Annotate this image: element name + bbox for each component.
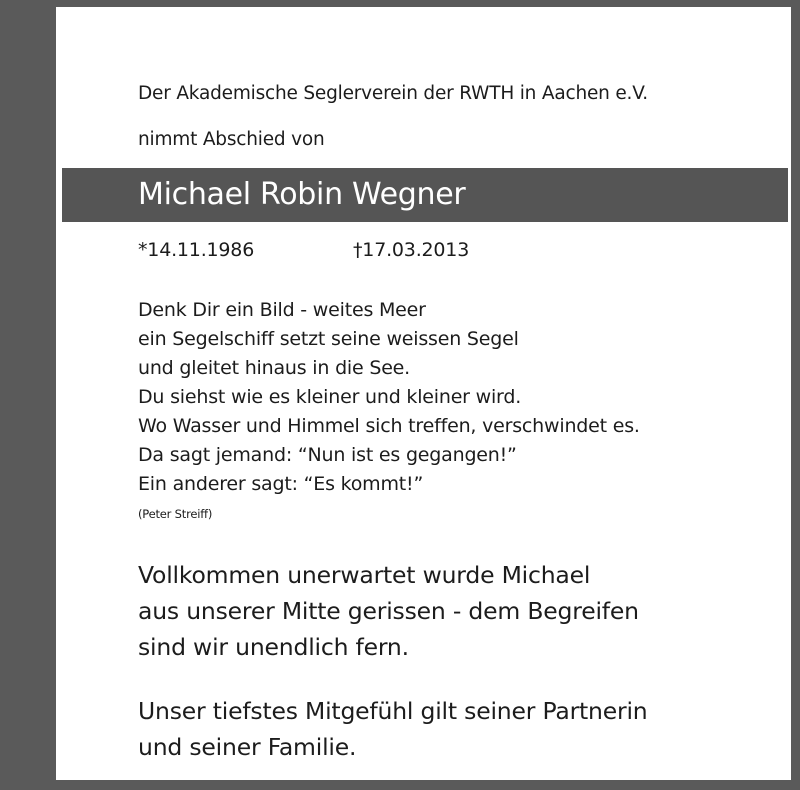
birth-date: *14.11.1986 bbox=[138, 239, 255, 261]
paragraph-line: sind wir unendlich fern. bbox=[138, 633, 409, 661]
poem-line: Wo Wasser und Himmel sich treffen, verschwindet es. bbox=[138, 415, 640, 437]
organization-name: Der Akademische Seglerverein der RWTH in Aachen e.V. bbox=[138, 83, 648, 104]
poem-line: ein Segelschiff setzt seine weissen Segel bbox=[138, 328, 519, 350]
deceased-name: Michael Robin Wegner bbox=[138, 177, 466, 212]
death-date: †17.03.2013 bbox=[353, 239, 470, 261]
condolence-paragraph bbox=[138, 557, 639, 665]
poem-author: (Peter Streiff) bbox=[138, 507, 213, 521]
obituary-notice bbox=[56, 7, 791, 780]
poem bbox=[138, 296, 640, 499]
paragraph-line: Unser tiefstes Mitgefühl gilt seiner Partnerin bbox=[138, 697, 648, 725]
poem-line: Ein anderer sagt: “Es kommt!” bbox=[138, 473, 424, 495]
poem-line: Da sagt jemand: “Nun ist es gegangen!” bbox=[138, 444, 517, 466]
sympathy-paragraph bbox=[138, 693, 648, 765]
paragraph-line: Vollkommen unerwartet wurde Michael bbox=[138, 561, 591, 589]
poem-line: Du siehst wie es kleiner und kleiner wird. bbox=[138, 386, 522, 408]
name-banner bbox=[62, 168, 788, 222]
poem-line: Denk Dir ein Bild - weites Meer bbox=[138, 299, 426, 321]
intro-text: nimmt Abschied von bbox=[138, 129, 325, 150]
paragraph-line: aus unserer Mitte gerissen - dem Begreifen bbox=[138, 597, 639, 625]
paragraph-line: und seiner Familie. bbox=[138, 733, 357, 761]
poem-line: und gleitet hinaus in die See. bbox=[138, 357, 411, 379]
